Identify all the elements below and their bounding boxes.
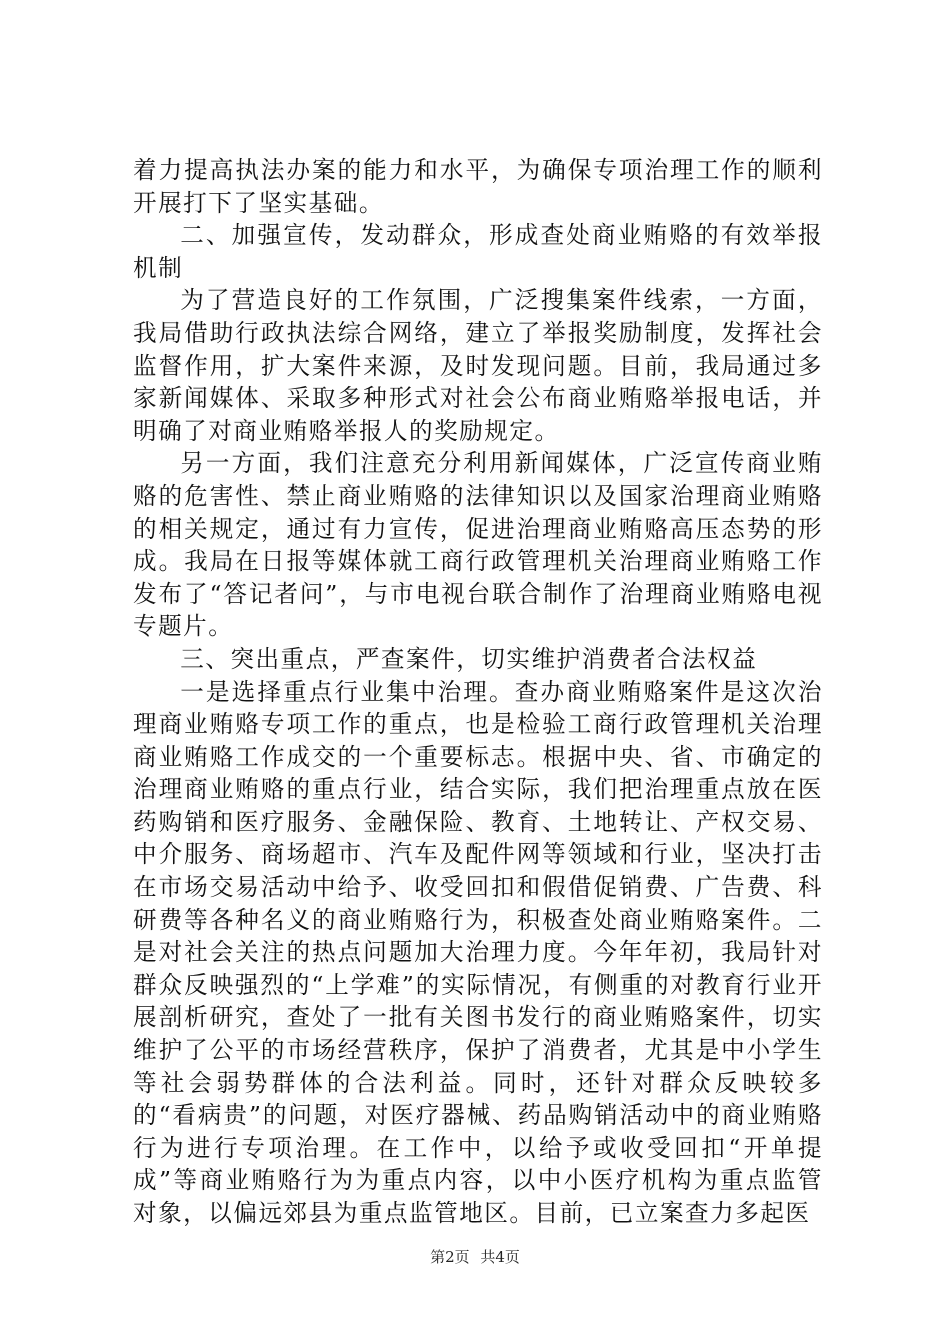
paragraph-continuation: 着力提高执法办案的能力和水平，为确保专项治理工作的顺利开展打下了坚实基础。 (133, 156, 823, 217)
paragraph-key-industries: 一是选择重点行业集中治理。查办商业贿赂案件是这次治理商业贿赂专项工作的重点，也是检验工商行政管理机关治理商业贿赂工作成交的一个重要标志。根据中央、省、市确定的治理商业贿赂的重点行业，结合实际，我们把治理重点放在医药购销和医疗服务、金融保险、教育、土地转让、产权交易、中介服务、商场超市、汽车及配件网等领域和行业，坚决打击在市场交易活动中给予、收受回扣和假借促销费、广告费、科研费等各种名义的商业贿赂行为，积极查处商业贿赂案件。二是对社会关注的热点问题加大治理力度。今年年初，我局针对群众反映强烈的“上学难”的实际情况，有侧重的对教育行业开展剖析研究，查处了一批有关图书发行的商业贿赂案件，切实维护了公平的市场经营秩序，保护了消费者，尤其是中小学生等社会弱势群体的合法利益。同时，还针对群众反映较多的“看病贵”的问题，对医疗器械、药品购销活动中的商业贿赂行为进行专项治理。在工作中，以给予或收受回扣“开单提成”等商业贿赂行为为重点内容，以中小医疗机构为重点监管对象，以偏远郊县为重点监管地区。目前，已立案查力多起医 (133, 677, 823, 1227)
page-total: 共4页 (480, 1248, 520, 1266)
page-footer (0, 1247, 950, 1267)
paragraph-media-publicity: 另一方面，我们注意充分利用新闻媒体，广泛宣传商业贿赂的危害性、禁止商业贿赂的法律知识以及国家治理商业贿赂的相关规定，通过有力宣传，促进治理商业贿赂高压态势的形成。我局在日报等媒体就工商行政管理机关治理商业贿赂工作发布了“答记者问”，与市电视台联合制作了治理商业贿赂电视专题片。 (133, 449, 823, 641)
document-body (133, 154, 823, 1230)
page-number: 第2页 (430, 1248, 470, 1266)
paragraph-reporting-mechanism: 为了营造良好的工作氛围，广泛搜集案件线索，一方面，我局借助行政执法综合网络，建立了举报奖励制度，发挥社会监督作用，扩大案件来源，及时发现问题。目前，我局通过多家新闻媒体、采取多种形式对社会公布商业贿赂举报电话，并明确了对商业贿赂举报人的奖励规定。 (133, 286, 823, 445)
section-heading-2: 二、加强宣传，发动群众，形成查处商业贿赂的有效举报机制 (133, 221, 823, 282)
section-heading-3: 三、突出重点，严查案件，切实维护消费者合法权益 (180, 644, 758, 673)
